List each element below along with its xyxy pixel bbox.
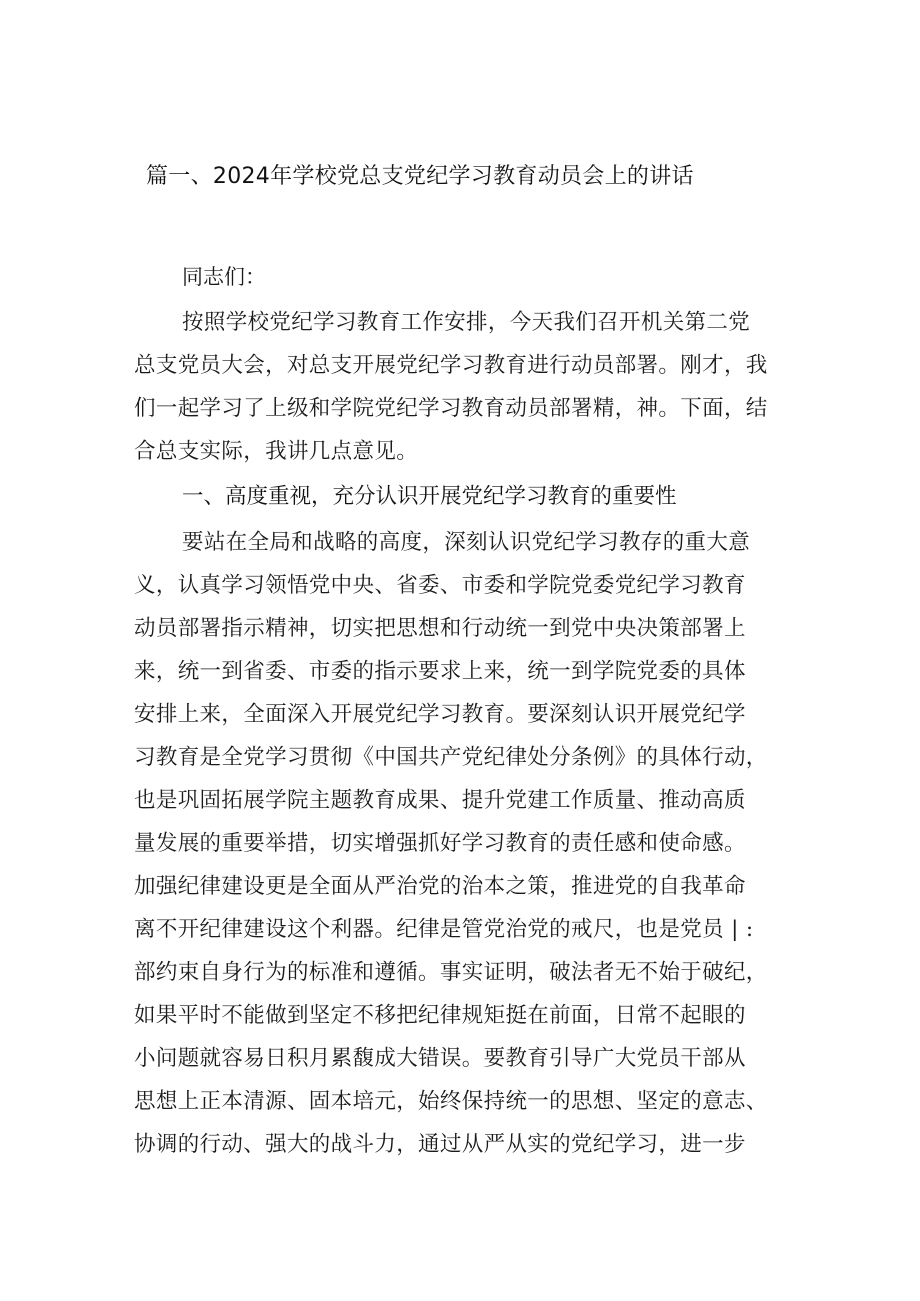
- body-line: 思想上正本清源、固本培元，始终保持统一的思想、坚定的意志、: [134, 1089, 768, 1114]
- intro-line: 总支党员大会，对总支开展党纪学习教育进行动员部署。刚才，我: [134, 353, 768, 378]
- body-line: 量发展的重要举措，切实增强抓好学习教育的责任感和使命感。: [134, 831, 746, 856]
- body-line: 动员部署指示精神，切实把思想和行动统一到党中央决策部署上: [134, 616, 746, 641]
- section-heading: 一、高度重视，充分认识开展党纪学习教育的重要性: [182, 484, 677, 509]
- body-line: 部约束自身行为的标准和遵循。事实证明，破法者无不始于破纪，: [134, 960, 768, 985]
- body-line: 也是巩固拓展学院主题教育成果、提升党建工作质量、推动高质: [134, 788, 746, 813]
- body-line: 如果平时不能做到坚定不移把纪律规矩挺在前面，日常不起眼的: [134, 1003, 746, 1028]
- salutation: 同志们：: [182, 265, 266, 289]
- intro-line: 们一起学习了上级和学院党纪学习教育动员部署精，神。下面，结: [134, 396, 768, 421]
- body-line: 离不开纪律建设这个利器。纪律是管党治党的戒尺，也是党员 | :: [134, 917, 754, 942]
- body-line: 习教育是全党学习贯彻《中国共产党纪律处分条例》的具体行动，: [134, 745, 768, 770]
- body-line: 义，认真学习领悟党中央、省委、市委和学院党委党纪学习教育: [134, 573, 746, 598]
- document-title: 篇一、2024年学校党总支党纪学习教育动员会上的讲话: [146, 164, 694, 189]
- intro-line: 按照学校党纪学习教育工作安排，今天我们召开机关第二党: [182, 310, 751, 335]
- intro-line: 合总支实际，我讲几点意见。: [134, 439, 419, 464]
- body-line: 要站在全局和战略的高度，深刻认识党纪学习教存的重大意: [182, 530, 751, 555]
- body-line: 小问题就容易日积月累馥成大错误。要教育引导广大党员干部从: [134, 1046, 746, 1071]
- body-line: 来，统一到省委、市委的指示要求上来，统一到学院党委的具体: [134, 659, 746, 684]
- body-line: 加强纪律建设更是全面从严治党的治本之策，推进党的自我革命: [134, 874, 746, 899]
- body-line: 协调的行动、强大的战斗力，通过从严从实的党纪学习，进一步: [134, 1132, 746, 1157]
- body-line: 安排上来，全面深入开展党纪学习教育。要深刻认识开展党纪学: [134, 702, 746, 727]
